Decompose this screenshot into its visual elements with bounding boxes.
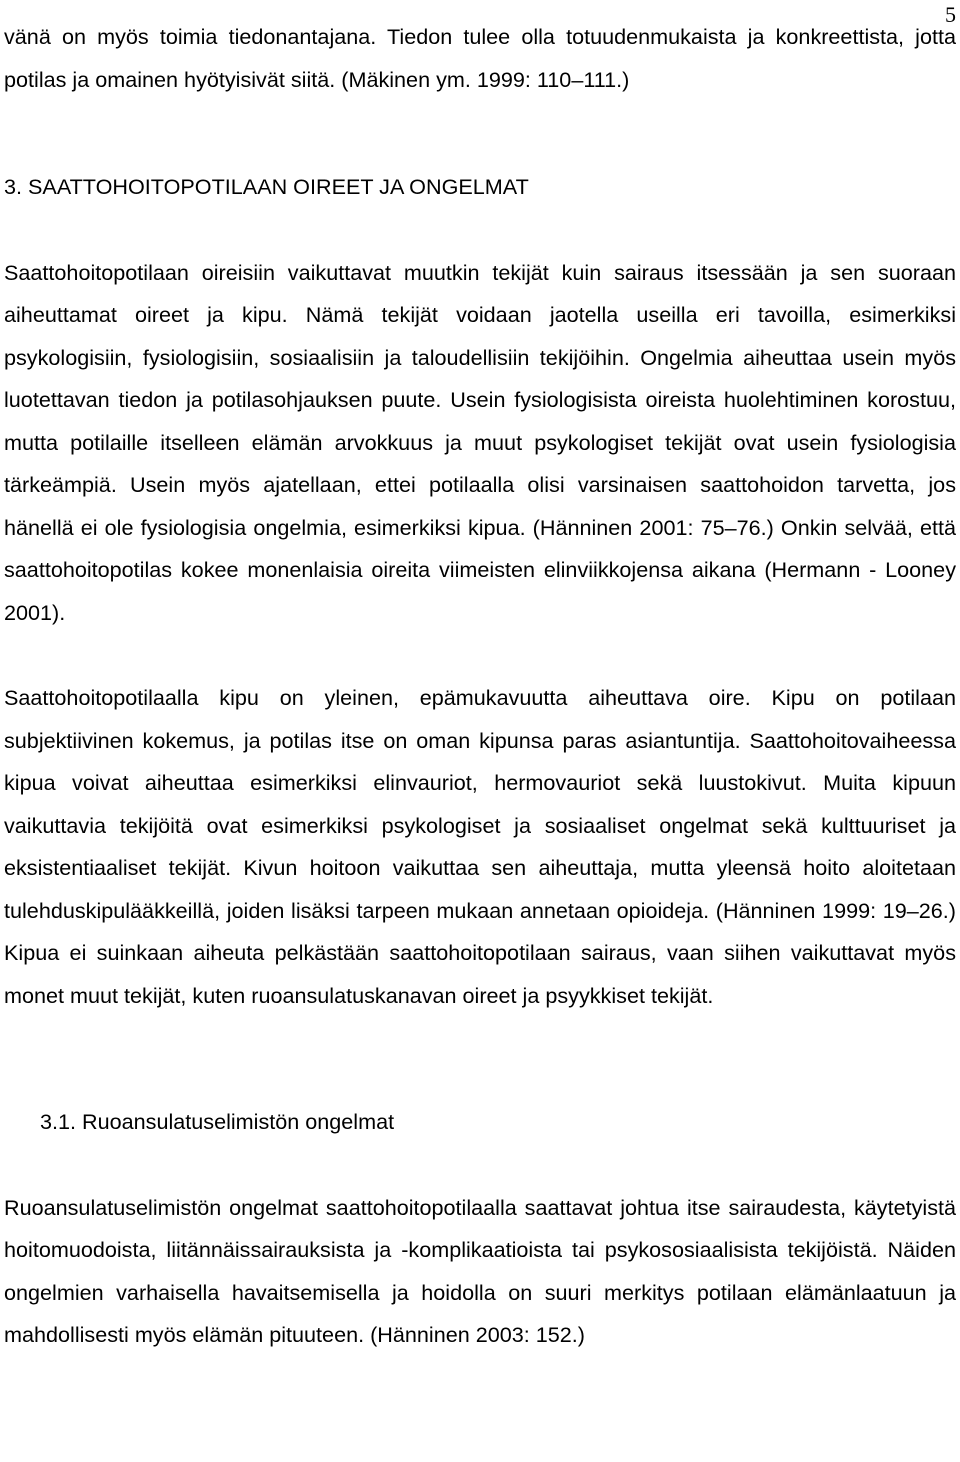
section-heading-3: 3. SAATTOHOITOPOTILAAN OIREET JA ONGELMAT bbox=[4, 174, 529, 199]
document-body bbox=[4, 16, 956, 1357]
paragraph-symptoms: Saattohoitopotilaan oireisiin vaikuttavat muutkin tekijät kuin sairaus itsessään ja sen suoraan aiheuttamat oireet ja kipu. Nämä tekijät voidaan jaotella useilla eri tavoilla, esimerkiksi psykologisiin, fysiologisiin, sosiaalisiin ja taloudellisiin tekijöihin. Ongelmia aiheuttaa usein myös luotettavan tiedon ja potilasohjauksen puute. Usein fysiologisista oireista huolehtiminen korostuu, mutta potilaille itselleen elämän arvokkuus ja muut psykologiset tekijät ovat usein fysiologisia tärkeämpiä. Usein myös ajatellaan, ettei potilaalla olisi varsinaisen saattohoidon tarvetta, jos hänellä ei ole fysiologisia ongelmia, esimerkiksi kipua. (Hänninen 2001: 75–76.) Onkin selvää, että saattohoitopotilas kokee monenlaisia oireita viimeisten elinviikkojensa aikana (Hermann - Looney 2001). bbox=[4, 259, 956, 625]
page-number: 5 bbox=[945, 2, 956, 27]
paragraph-pain: Saattohoitopotilaalla kipu on yleinen, epämukavuutta aiheuttava oire. Kipu on potilaan subjektiivinen kokemus, ja potilas itse on oman kipunsa paras asiantuntija. Saattohoitovaiheessa kipua voivat aiheuttaa esimerkiksi elinvauriot, hermovauriot sekä luustokivut. Muita kipuun vaikuttavia tekijöitä ovat esimerkiksi psykologiset ja sosiaaliset ongelmat sekä kulttuuriset ja eksistentiaaliset tekijät. Kivun hoitoon vaikuttaa sen aiheuttaja, mutta yleensä hoito aloitetaan tulehduskipulääkkeillä, joiden lisäksi tarpeen mukaan annetaan opioideja. (Hänninen 1999: 19–26.) Kipua ei suinkaan aiheuta pelkästään saattohoitopotilaan sairaus, vaan siihen vaikuttavat myös monet muut tekijät, kuten ruoansulatuskanavan oireet ja psyykkiset tekijät. bbox=[4, 685, 956, 1008]
subsection-heading-3-1: 3.1. Ruoansulatuselimistön ongelmat bbox=[40, 1109, 395, 1134]
intro-paragraph: vänä on myös toimia tiedonantajana. Tiedon tulee olla totuudenmukaista ja konkreettista, jotta potilas ja omainen hyötyisivät siitä. (Mäkinen ym. 1999: 110–111.) bbox=[4, 24, 956, 92]
paragraph-digestive: Ruoansulatuselimistön ongelmat saattohoitopotilaalla saattavat johtua itse sairaudesta, käytetyistä hoitomuodoista, liitännäissairauksista ja -komplikaatioista tai psykososiaalisista tekijöistä. Näiden ongelmien varhaisella havaitsemisella ja hoidolla on suuri merkitys potilaan elämänlaatuun ja mahdollisesti myös elämän pituuteen. (Hänninen 2003: 152.) bbox=[4, 1194, 956, 1347]
